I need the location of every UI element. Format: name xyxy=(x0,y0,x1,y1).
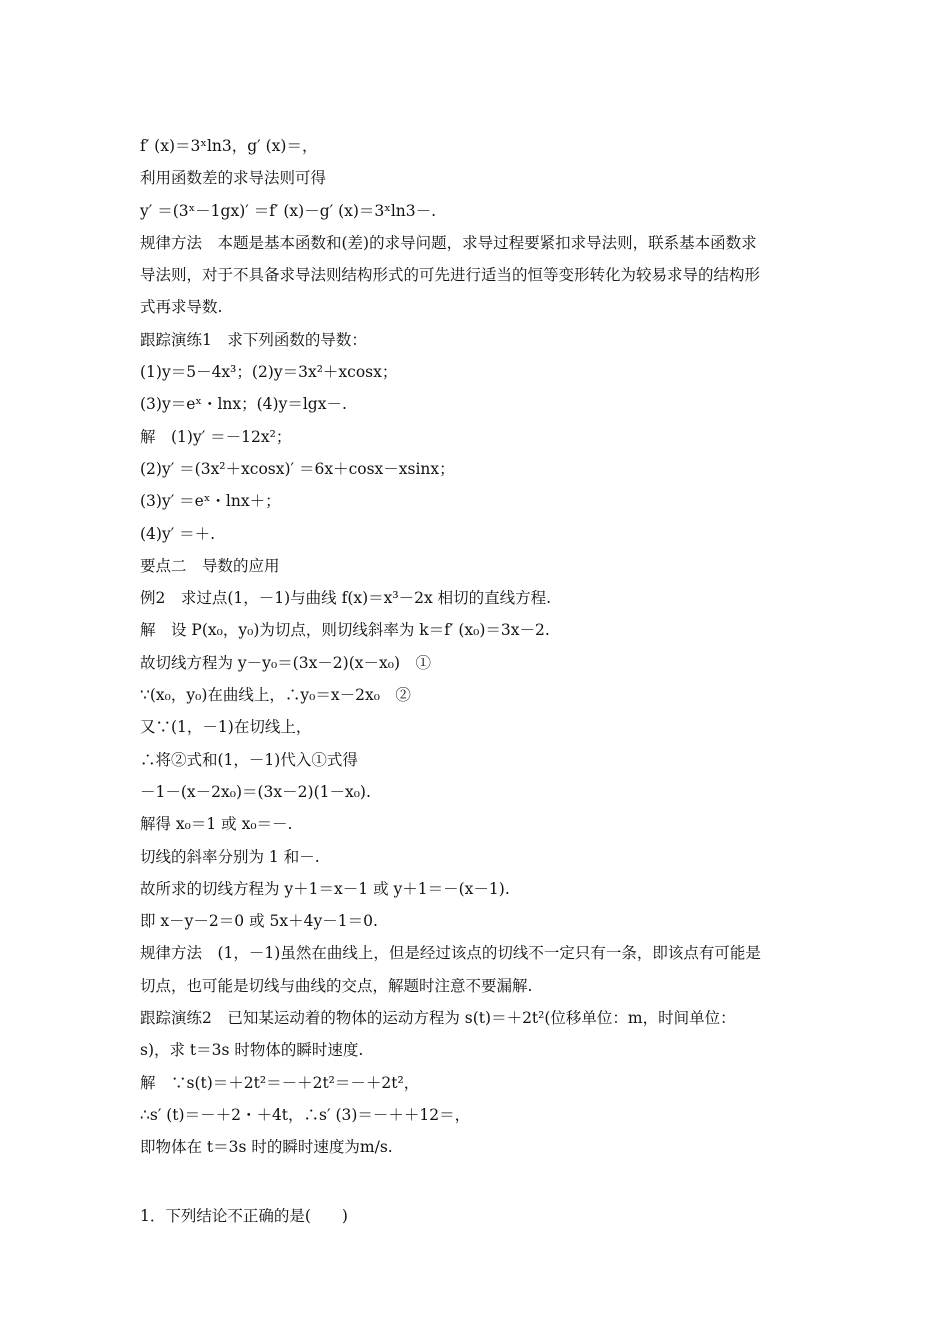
section-heading-key-point-2: 要点二 导数的应用 xyxy=(140,556,280,575)
method-note-line-3: 式再求导数. xyxy=(140,298,223,317)
exercise-1-items-3-4: (3)y＝eˣ・lnx；(4)y＝lgx－. xyxy=(140,395,347,414)
document-page xyxy=(140,130,820,1232)
difference-rule-intro: 利用函数差的求导法则可得 xyxy=(140,169,327,188)
example-2-solution-line-1: 解 设 P(x₀，y₀)为切点，则切线斜率为 k＝f′ (x₀)＝3x－2. xyxy=(140,621,550,640)
example-2-solution-line-5: ∴将②式和(1，－1)代入①式得 xyxy=(140,750,358,769)
blank-spacer xyxy=(140,1164,820,1196)
example-2-solution-line-10: 即 x－y－2＝0 或 5x＋4y－1＝0. xyxy=(140,912,378,931)
exercise-1-items-1-2: (1)y＝5－4x³；(2)y＝3x²＋xcosx； xyxy=(140,363,398,382)
exercise-2-statement-line-1: 跟踪演练2 已知某运动着的物体的运动方程为 s(t)＝＋2t²(位移单位：m，时间单位： xyxy=(140,1009,736,1028)
example-2-statement: 例2 求过点(1，－1)与曲线 f(x)＝x³－2x 相切的直线方程. xyxy=(140,589,552,608)
example-2-solution-line-4: 又∵(1，－1)在切线上， xyxy=(140,718,312,737)
method-note-2-line-2: 切点，也可能是切线与曲线的交点，解题时注意不要漏解. xyxy=(140,976,533,995)
exercise-1-solution-3: (3)y′ ＝eˣ・lnx＋； xyxy=(140,492,281,511)
method-note-line-2: 导法则，对于不具备求导法则结构形式的可先进行适当的恒等变形转化为较易求导的结构形 xyxy=(140,266,761,285)
example-2-solution-line-9: 故所求的切线方程为 y＋1＝x－1 或 y＋1＝－(x－1). xyxy=(140,879,510,898)
example-2-solution-line-6: －1－(x－2x₀)＝(3x－2)(1－x₀). xyxy=(140,782,371,801)
example-2-solution-line-7: 解得 x₀＝1 或 x₀＝－. xyxy=(140,815,293,834)
method-note-2-line-1: 规律方法 (1，－1)虽然在曲线上，但是经过该点的切线不一定只有一条，即该点有可能是 xyxy=(140,944,761,963)
question-1: 1．下列结论不正确的是( ) xyxy=(140,1206,348,1225)
exercise-1-solution-2: (2)y′ ＝(3x²＋xcosx)′ ＝6x＋cosx－xsinx； xyxy=(140,459,455,478)
exercise-1-heading: 跟踪演练1 求下列函数的导数： xyxy=(140,330,367,349)
method-note-line-1: 规律方法 本题是基本函数和(差)的求导问题，求导过程要紧扣求导法则，联系基本函数求 xyxy=(140,233,757,252)
example-2-solution-line-2: 故切线方程为 y－y₀＝(3x－2)(x－x₀) ① xyxy=(140,653,432,672)
example-2-solution-line-3: ∵(x₀，y₀)在曲线上，∴y₀＝x－2x₀ ② xyxy=(140,686,411,705)
difference-rule-result: y′ ＝(3ˣ－1gx)′ ＝f′ (x)－g′ (x)＝3ˣln3－. xyxy=(140,201,437,220)
exercise-1-solution-4: (4)y′ ＝＋. xyxy=(140,524,216,543)
exercise-2-solution-line-2: ∴s′ (t)＝－＋2・＋4t，∴s′ (3)＝－＋＋12＝， xyxy=(140,1105,471,1124)
exercise-2-solution-line-3: 即物体在 t＝3s 时的瞬时速度为m/s. xyxy=(140,1138,393,1157)
exercise-2-solution-line-1: 解 ∵s(t)＝＋2t²＝－＋2t²＝－＋2t²， xyxy=(140,1073,420,1092)
derivative-f-g-line: f′ (x)＝3ˣln3，g′ (x)＝， xyxy=(140,137,318,155)
exercise-1-solution-1: 解 (1)y′ ＝－12x²； xyxy=(140,427,292,446)
exercise-2-statement-line-2: s)，求 t＝3s 时物体的瞬时速度. xyxy=(140,1041,364,1060)
example-2-solution-line-8: 切线的斜率分别为 1 和－. xyxy=(140,847,320,866)
